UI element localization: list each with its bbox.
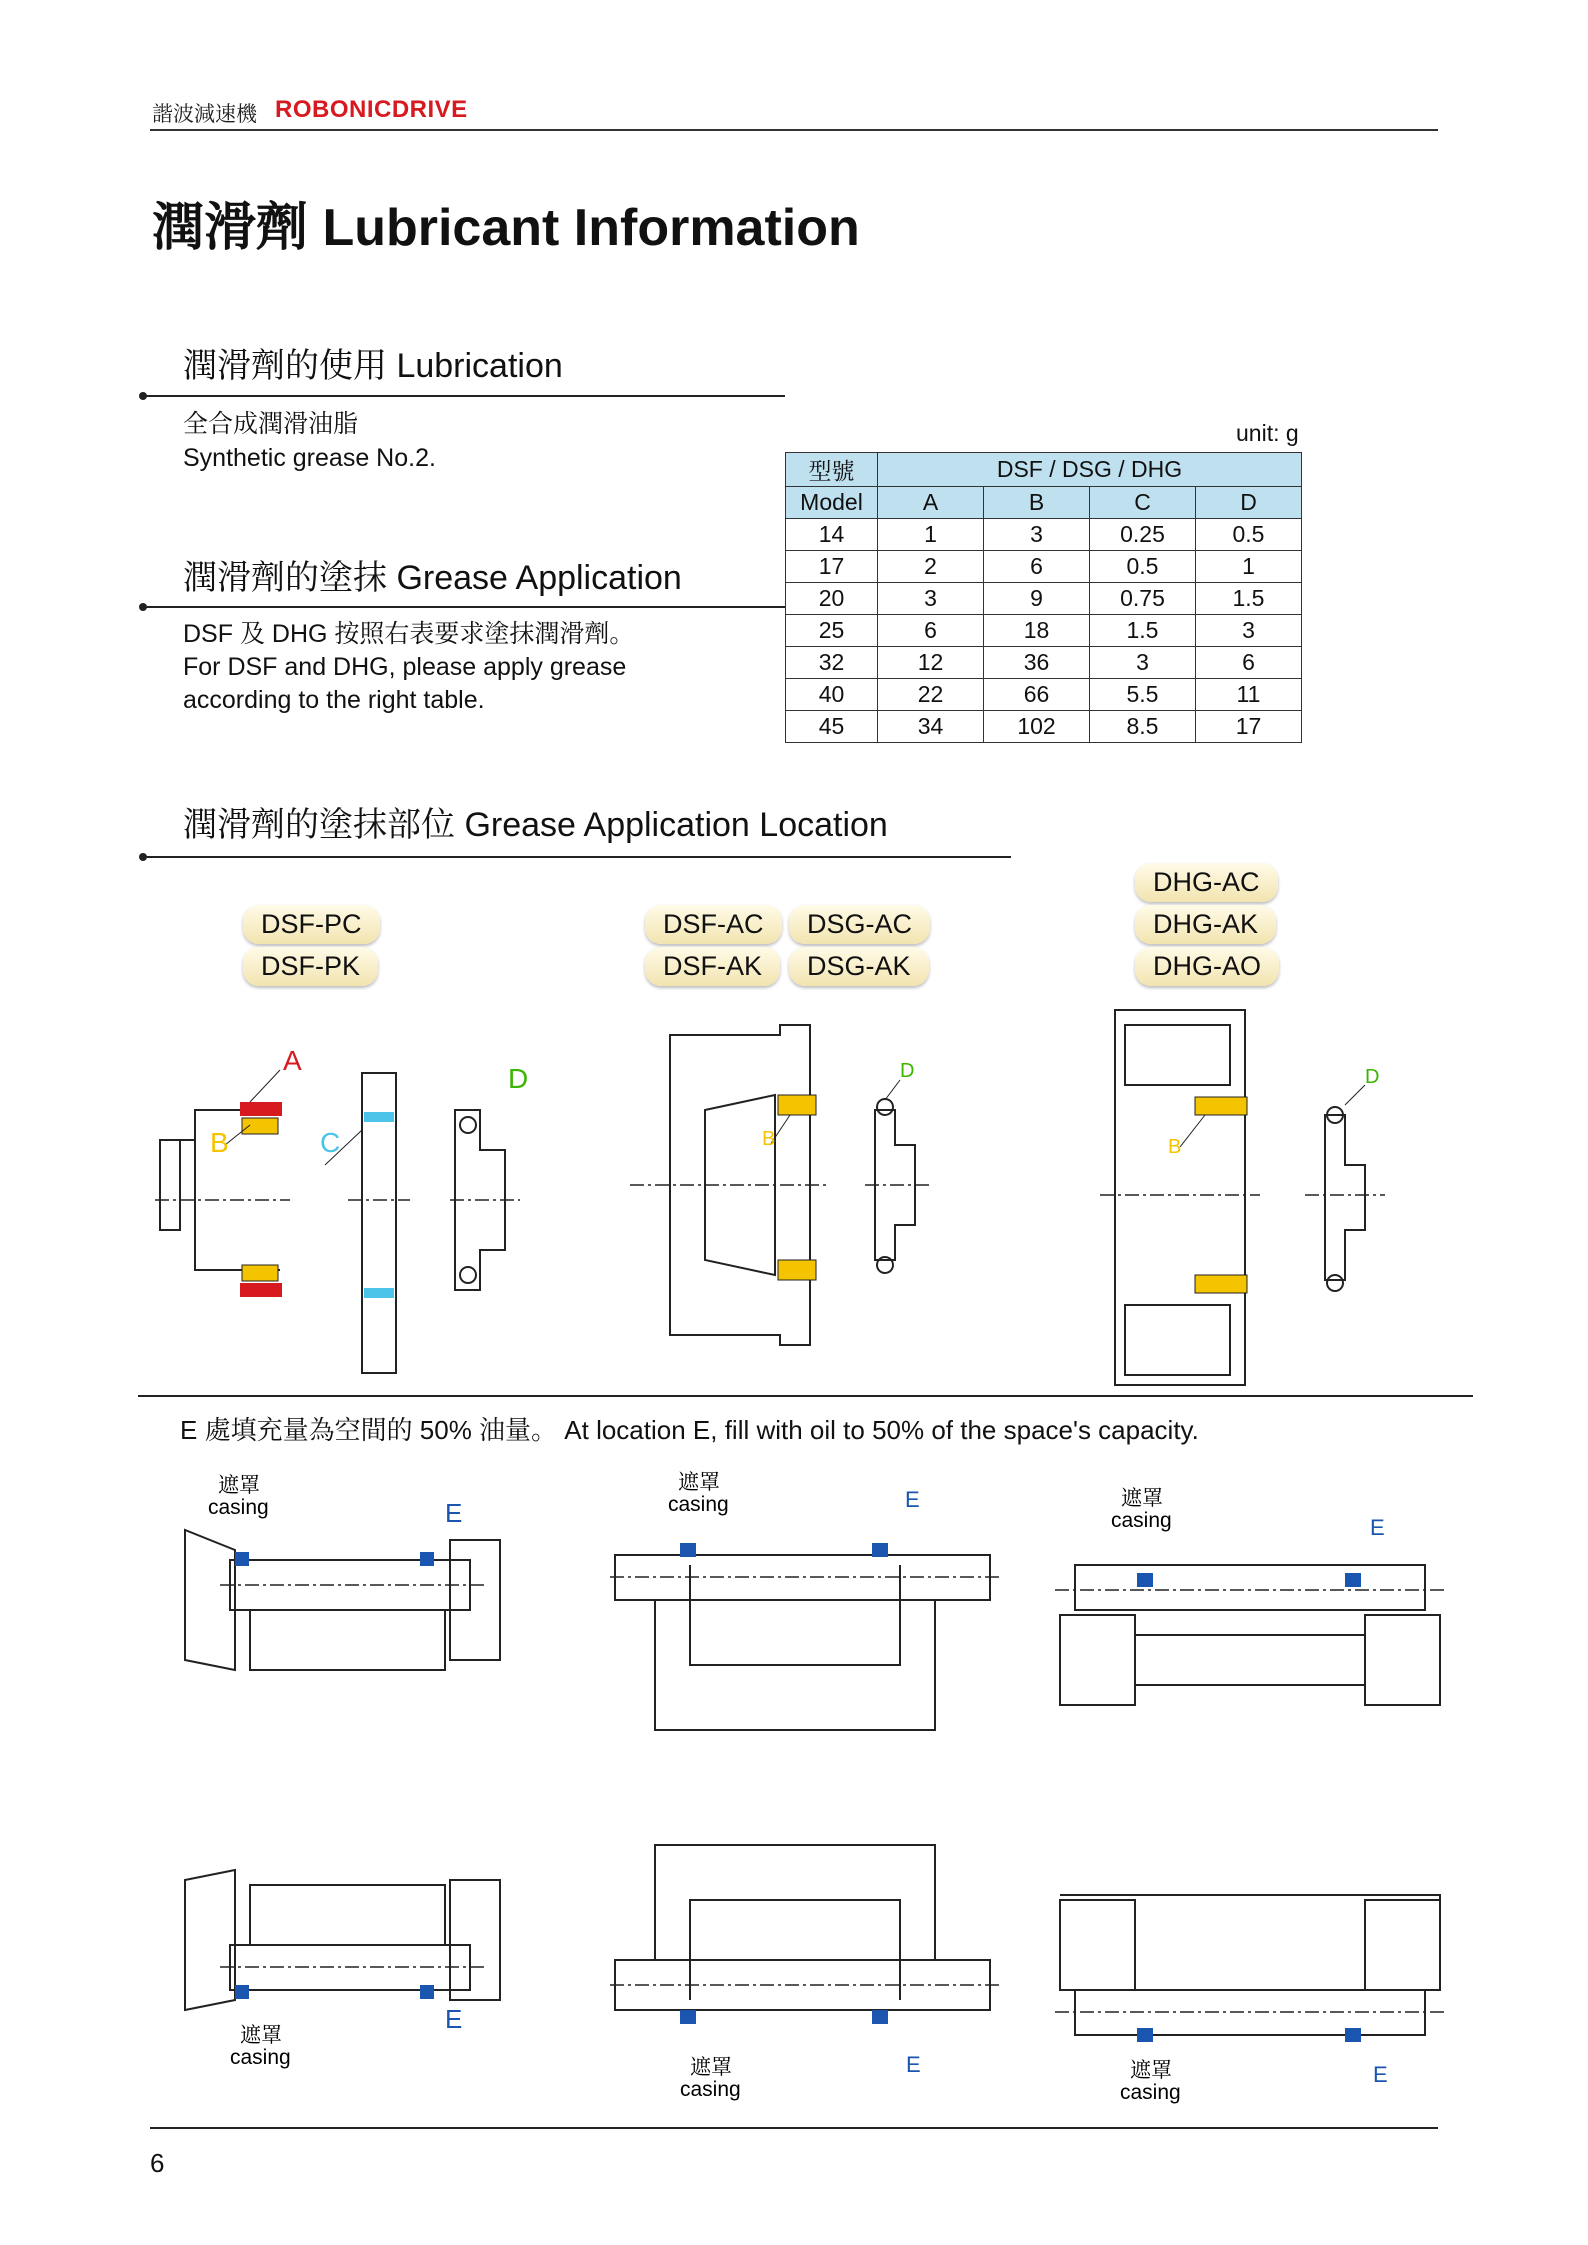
table-cell: 45 [786,711,878,743]
footer-divider [150,2127,1438,2129]
grease-c-bottom [364,1288,394,1298]
marker-a: A [283,1045,302,1076]
oil-e-right [420,1552,434,1566]
casing-diagram-6 [1055,1880,1445,2110]
grease-b-bottom [1195,1275,1247,1293]
table-header-model-en: Model [786,487,878,519]
casing-label-en: casing [668,1493,729,1516]
oil-e-left [1137,1573,1153,1587]
table-row [786,647,1302,679]
table-header-model-cn: 型號 [786,453,878,487]
table-cell: 5.5 [1090,679,1196,711]
section-divider [138,1395,1473,1397]
label-dsf-pk: DSF-PK [243,947,378,986]
marker-d: D [508,1063,529,1094]
marker-e: E [905,1487,920,1512]
table-row [786,615,1302,647]
grease-b-bottom [778,1260,816,1280]
label-dsg-ak: DSG-AK [789,947,929,986]
table-unit: unit: g [1236,420,1299,446]
grease-b-top [242,1118,278,1134]
header-title-cn: 諧波減速機 [152,103,257,126]
table-cell: 6 [984,551,1090,583]
table-header-col: B [984,487,1090,519]
table-cell: 22 [878,679,984,711]
brand-logo: ROBONICDRIVE [275,96,468,123]
marker-d: D [1365,1066,1380,1088]
page-title: 潤滑劑 Lubricant Information [152,199,860,257]
grease-a-top [240,1102,282,1116]
application-text-en-1: For DSF and DHG, please apply grease [183,653,627,681]
table-header-series: DSF / DSG / DHG [878,453,1302,487]
oil-e-left [680,2010,696,2024]
table-row [786,583,1302,615]
label-dhg-ak: DHG-AK [1135,905,1276,944]
table-cell: 25 [786,615,878,647]
oil-e-right [420,1985,434,1999]
oil-e-left [235,1552,249,1566]
oil-e-left [1137,2028,1153,2042]
diagram-dsf-ac [630,1015,960,1375]
header-divider [150,129,1438,131]
grease-b-top [778,1095,816,1115]
label-dsf-ak: DSF-AK [645,947,780,986]
table-cell: 0.5 [1090,551,1196,583]
table-cell: 0.5 [1196,519,1302,551]
table-cell: 3 [984,519,1090,551]
table-cell: 1.5 [1196,583,1302,615]
table-row [786,551,1302,583]
oil-e-right [872,1543,888,1557]
table-row [786,711,1302,743]
casing-label-en: casing [680,2078,741,2101]
marker-e: E [906,2052,921,2077]
marker-b: B [210,1127,229,1158]
marker-e: E [445,2004,463,2034]
oil-e-right [1345,2028,1361,2042]
table-cell: 3 [1090,647,1196,679]
fill-note: E 處填充量為空間的 50% 油量。 At location E, fill with oil to 50% of the space's capacity. [180,1415,1199,1445]
page-number: 6 [150,2148,165,2178]
casing-label-cn: 遮罩 [240,2024,282,2047]
section-title-application: 潤滑劑的塗抹 Grease Application [183,559,682,597]
casing-label-cn: 遮罩 [1121,1487,1163,1510]
application-text-en-2: according to the right table. [183,686,485,714]
table-cell: 9 [984,583,1090,615]
grease-b-bottom [242,1265,278,1281]
table-cell: 2 [878,551,984,583]
casing-diagram-5 [610,1840,990,2110]
grease-c-top [364,1112,394,1122]
casing-label-en: casing [1111,1509,1172,1532]
section-title-lubrication: 潤滑劑的使用 Lubrication [183,347,563,385]
label-dhg-ao: DHG-AO [1135,947,1279,986]
grease-a-bottom [240,1283,282,1297]
marker-c: C [320,1127,341,1158]
table-cell: 11 [1196,679,1302,711]
casing-label-cn: 遮罩 [218,1474,260,1497]
oil-e-left [235,1985,249,1999]
diagram-dhg [1100,1005,1400,1395]
casing-diagram-2 [610,1465,990,1735]
table-cell: 1.5 [1090,615,1196,647]
casing-label-en: casing [230,2046,291,2069]
table-cell: 0.25 [1090,519,1196,551]
marker-e: E [1373,2062,1388,2087]
casing-label-cn: 遮罩 [1130,2059,1172,2082]
casing-label-cn: 遮罩 [678,1471,720,1494]
casing-label-en: casing [208,1496,269,1519]
table-cell: 12 [878,647,984,679]
marker-b: B [762,1128,776,1150]
casing-label-en: casing [1120,2081,1181,2104]
table-header-col: D [1196,487,1302,519]
oil-e-right [872,2010,888,2024]
grease-amount-table [785,452,1302,743]
casing-diagram-3 [1055,1485,1445,1735]
oil-e-right [1345,1573,1361,1587]
table-cell: 32 [786,647,878,679]
diagram-dsf-pc [150,1040,530,1350]
marker-e: E [1370,1515,1385,1540]
oil-e-left [680,1543,696,1557]
grease-b-top [1195,1097,1247,1115]
table-cell: 14 [786,519,878,551]
casing-diagram-4 [180,1850,510,2080]
application-text-cn: DSF 及 DHG 按照右表要求塗抹潤滑劑。 [183,620,635,648]
table-cell: 0.75 [1090,583,1196,615]
label-dsg-ac: DSG-AC [789,905,930,944]
table-cell: 36 [984,647,1090,679]
table-cell: 18 [984,615,1090,647]
marker-b: B [1168,1136,1182,1158]
table-cell: 6 [878,615,984,647]
table-cell: 102 [984,711,1090,743]
table-cell: 40 [786,679,878,711]
table-cell: 17 [1196,711,1302,743]
label-dsf-ac: DSF-AC [645,905,782,944]
table-cell: 1 [1196,551,1302,583]
section-divider [143,856,1011,858]
table-header-col: A [878,487,984,519]
section-divider [143,606,785,608]
table-row [786,519,1302,551]
table-cell: 20 [786,583,878,615]
marker-d: D [900,1060,915,1082]
lubrication-text-cn: 全合成潤滑油脂 [183,410,359,438]
table-cell: 6 [1196,647,1302,679]
section-title-location: 潤滑劑的塗抹部位 Grease Application Location [183,806,888,844]
label-dsf-pc: DSF-PC [243,905,380,944]
casing-label-cn: 遮罩 [690,2056,732,2079]
lubrication-text-en: Synthetic grease No.2. [183,444,436,472]
table-cell: 3 [1196,615,1302,647]
marker-e: E [445,1498,463,1528]
table-cell: 3 [878,583,984,615]
table-header-col: C [1090,487,1196,519]
section-divider [143,395,785,397]
label-dhg-ac: DHG-AC [1135,863,1278,902]
table-cell: 66 [984,679,1090,711]
table-cell: 17 [786,551,878,583]
table-cell: 8.5 [1090,711,1196,743]
table-cell: 1 [878,519,984,551]
table-cell: 34 [878,711,984,743]
casing-diagram-1 [180,1470,510,1700]
table-row [786,679,1302,711]
